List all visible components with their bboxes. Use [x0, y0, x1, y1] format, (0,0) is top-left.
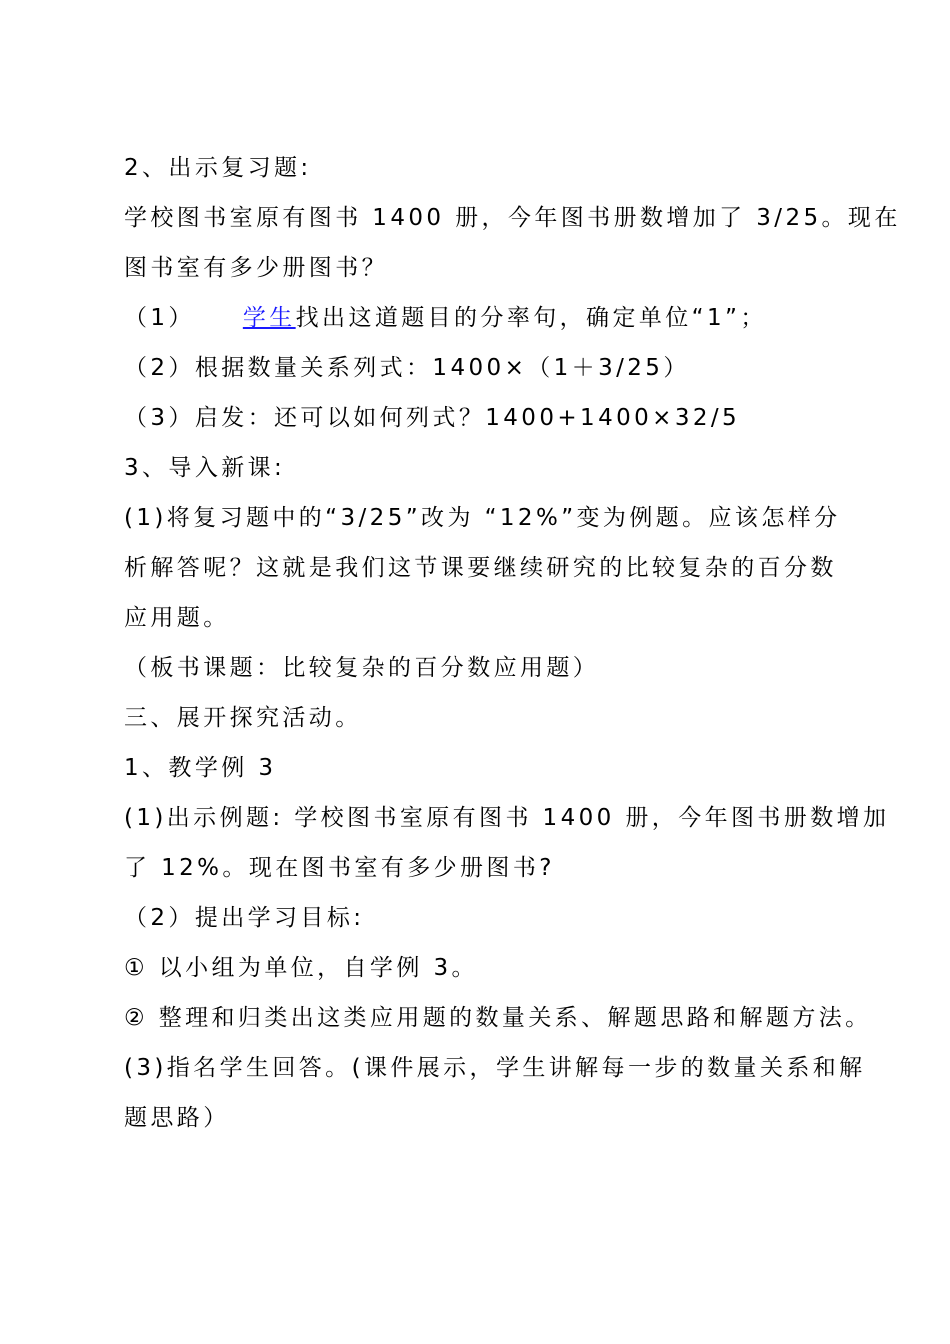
- paragraph-line: 学校图书室原有图书 1400 册，今年图书册数增加了 3/25。现在: [124, 205, 901, 231]
- paragraph-line: 应用题。: [124, 605, 230, 631]
- section-heading-example: 1、教学例 3: [124, 755, 277, 781]
- paragraph-line: (3)指名学生回答。(课件展示，学生讲解每一步的数量关系和解: [124, 1055, 866, 1081]
- paragraph-line: 图书室有多少册图书？: [124, 255, 388, 281]
- paragraph-line: （2）提出学习目标:: [124, 905, 365, 931]
- paragraph-line: ① 以小组为单位，自学例 3。: [124, 955, 478, 981]
- paragraph-line: ② 整理和归类出这类应用题的数量关系、解题思路和解题方法。: [124, 1005, 872, 1031]
- paragraph-line: (1)将复习题中的“3/25”改为 “12%”变为例题。应该怎样分: [124, 505, 841, 531]
- paragraph-line: （3）启发：还可以如何列式？1400+1400×32/5: [124, 405, 741, 431]
- paragraph-line: 了 12%。现在图书室有多少册图书?: [124, 855, 555, 881]
- item-number: （1）: [124, 305, 195, 331]
- section-heading-intro: 3、导入新课:: [124, 455, 286, 481]
- paragraph-line: （板书课题：比较复杂的百分数应用题）: [124, 655, 600, 681]
- student-link[interactable]: 学生: [242, 305, 296, 331]
- paragraph-line-with-link: [124, 303, 767, 333]
- section-heading-explore: 三、展开探究活动。: [124, 705, 362, 731]
- paragraph-line: 析解答呢？这就是我们这节课要继续研究的比较复杂的百分数: [124, 555, 837, 581]
- paragraph-line: 题思路）: [124, 1105, 230, 1131]
- paragraph-line: （2）根据数量关系列式：1400×（1＋3/25）: [124, 355, 690, 381]
- paragraph-line: (1)出示例题: 学校图书室原有图书 1400 册，今年图书册数增加: [124, 805, 890, 831]
- section-heading-review: 2、出示复习题:: [124, 155, 312, 181]
- item-text: 找出这道题目的分率句，确定单位“1”；: [295, 305, 767, 331]
